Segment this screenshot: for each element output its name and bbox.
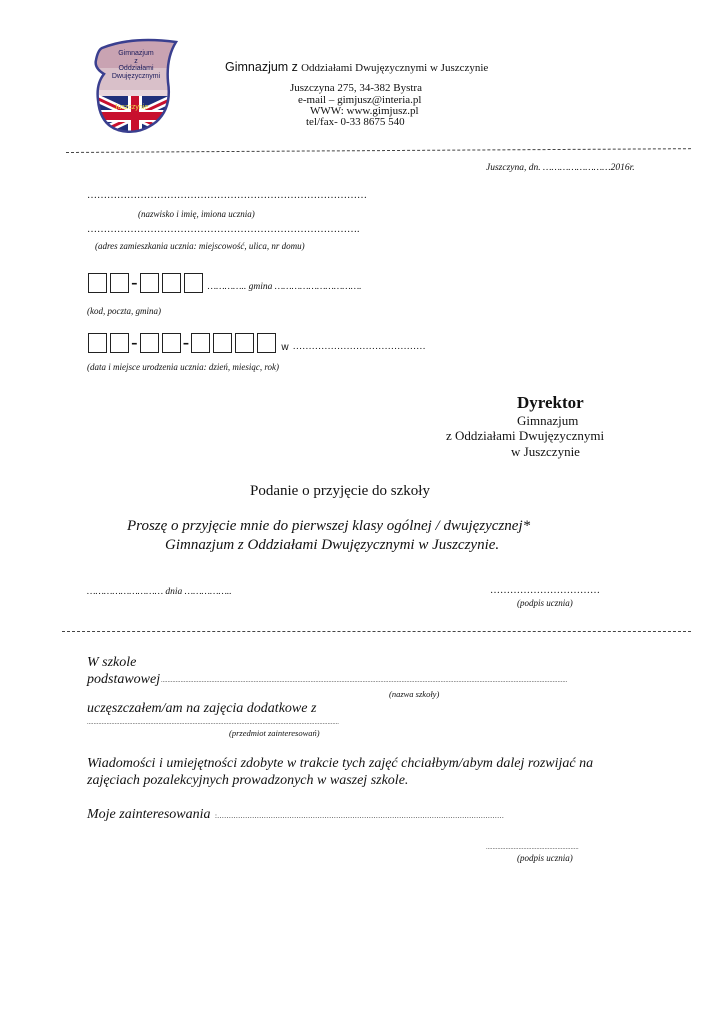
postal-hyphen: - — [131, 272, 138, 294]
address-line: ………………………………………………………………………. — [87, 224, 360, 235]
school-name-rest: Oddziałami Dwujęzycznymi w Juszczynie — [301, 62, 489, 74]
request-line2: Gimnazjum z Oddziałami Dwujęzycznymi w Juszczynie. — [165, 537, 500, 553]
logo-text-1: Gimnazjum — [118, 50, 154, 57]
addressee-line2: z Oddziałami Dwujęzycznymi — [446, 428, 605, 443]
school-address: Juszczyna 275, 34-382 Bystra — [290, 82, 422, 94]
postal-digit-box[interactable] — [162, 273, 181, 293]
knowledge-line2: zajęciach pozalekcyjnych prowadzonych w waszej szkole. — [87, 773, 409, 788]
podstawowej-label: podstawowej — [87, 672, 161, 687]
birth-hyphen: - — [182, 332, 190, 354]
school-name — [225, 60, 488, 75]
school-name-prefix: Gimnazjum z — [225, 60, 298, 74]
postal-code-boxes[interactable] — [88, 273, 362, 293]
signature-caption: (podpis ucznia) — [517, 598, 573, 608]
birth-caption: (data i miejsce urodzenia ucznia: dzień, miesiąc, rok) — [87, 362, 280, 372]
subject-dots: ........................................................................................................................................................... — [87, 719, 339, 726]
postal-trailing: ………….. gmina …………………………. — [207, 282, 362, 292]
section-divider — [62, 631, 691, 632]
birth-hyphen: - — [131, 332, 138, 354]
logo-text-4: Dwujęzycznymi — [111, 72, 161, 80]
name-line: ………………………………………………………………………… — [87, 190, 367, 201]
logo-text-3: Oddziałami — [118, 65, 154, 72]
birth-digit-box[interactable] — [213, 333, 232, 353]
date-line: ……………………… dnia …………….. — [87, 587, 232, 597]
name-caption: (nazwisko i imię, imiona ucznia) — [138, 209, 255, 219]
school-phone: tel/fax- 0-33 8675 540 — [306, 116, 405, 128]
postal-caption: (kod, poczta, gmina) — [87, 306, 161, 316]
school-logo — [92, 38, 178, 136]
birth-digit-box[interactable] — [162, 333, 181, 353]
school-www: WWW: www.gimjusz.pl — [310, 105, 419, 117]
addressee-line1: Gimnazjum — [517, 413, 579, 428]
signature2-caption: (podpis ucznia) — [517, 853, 573, 863]
birth-digit-box[interactable] — [88, 333, 107, 353]
logo-text-5: Juszczynie — [114, 104, 149, 111]
postal-digit-box[interactable] — [88, 273, 107, 293]
subject-caption: (przedmiot zainteresowań) — [229, 728, 320, 738]
logo-text-2: z — [134, 57, 138, 65]
school-email: e-mail – gimjusz@interia.pl — [298, 94, 422, 106]
school-name-dots: .......................................................................................................................................................................................................................................................... — [161, 677, 568, 684]
subject-title: Podanie o przyjęcie do szkoły — [250, 483, 430, 499]
birth-date-boxes[interactable] — [88, 333, 426, 353]
interests-dots: :…………………………………………………………………………………………………………… — [215, 812, 504, 820]
signature2-dots: ......................................................... — [486, 844, 579, 851]
place-date: Juszczyna, dn. ……………………2016r. — [486, 163, 635, 173]
w-szkole-label: W szkole — [87, 655, 137, 670]
birth-digit-box[interactable] — [110, 333, 129, 353]
header-divider — [66, 148, 691, 153]
school-name-caption: (nazwa szkoły) — [389, 689, 440, 699]
postal-digit-box[interactable] — [184, 273, 203, 293]
birth-w: w — [281, 341, 289, 353]
postal-digit-box[interactable] — [110, 273, 129, 293]
birth-digit-box[interactable] — [191, 333, 210, 353]
addressee-line3: w Juszczynie — [511, 444, 580, 459]
birth-trailing: …………………………………… — [292, 342, 426, 352]
knowledge-line1: Wiadomości i umiejętności zdobyte w trakcie tych zajęć chciałbym/abym dalej rozwijać na — [87, 756, 594, 771]
addressee-title: Dyrektor — [517, 393, 584, 412]
address-caption: (adres zamieszkania ucznia: miejscowość, ulica, nr domu) — [95, 241, 305, 251]
attended-label: uczęszczałem/am na zajęcia dodatkowe z — [87, 701, 317, 716]
signature-line: …………………………… — [490, 585, 600, 596]
birth-digit-box[interactable] — [257, 333, 276, 353]
request-line1: Proszę o przyjęcie mnie do pierwszej klasy ogólnej / dwujęzycznej* — [127, 518, 531, 534]
interests-label: Moje zainteresowania — [87, 807, 211, 822]
postal-digit-box[interactable] — [140, 273, 159, 293]
birth-digit-box[interactable] — [235, 333, 254, 353]
birth-digit-box[interactable] — [140, 333, 159, 353]
